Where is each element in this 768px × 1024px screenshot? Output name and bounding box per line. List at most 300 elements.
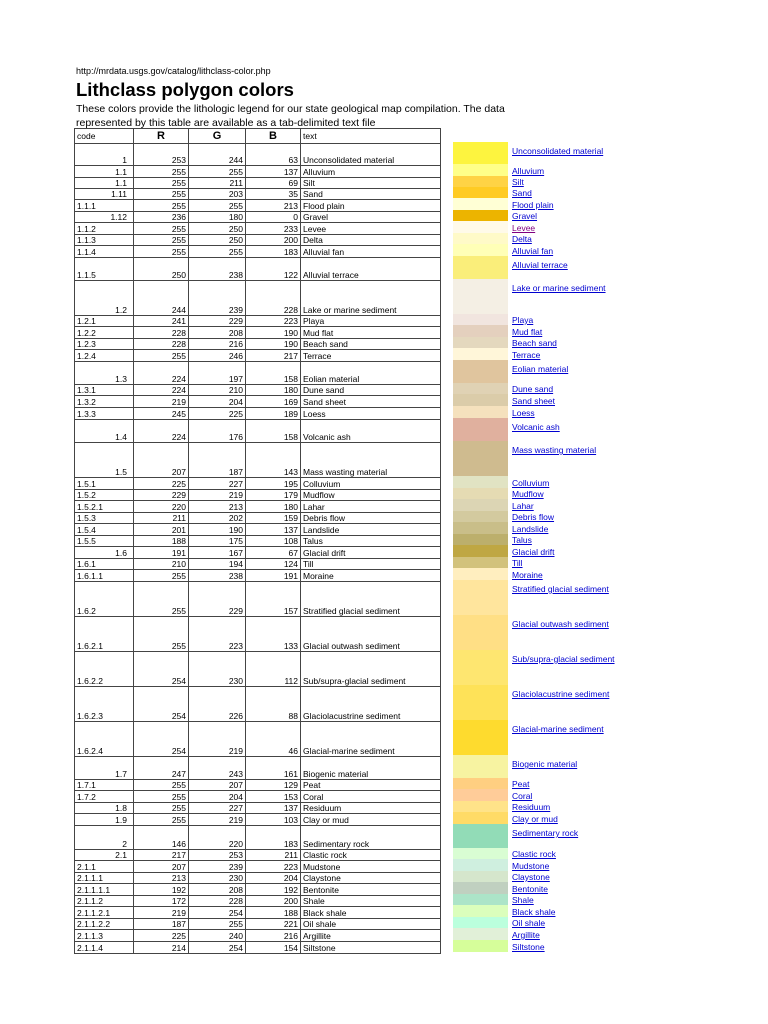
row-b-value: 157 — [246, 582, 301, 617]
row-text: Clastic rock — [301, 850, 441, 861]
color-swatch — [453, 441, 508, 476]
row-g-value: 190 — [189, 524, 246, 536]
row-r-value: 191 — [134, 547, 189, 559]
class-link[interactable]: Unconsolidated material — [512, 146, 604, 156]
color-swatch — [453, 279, 508, 314]
row-g-value: 239 — [189, 281, 246, 316]
row-r-value: 255 — [134, 200, 189, 212]
class-link[interactable]: Flood plain — [512, 200, 554, 210]
class-link-cell — [512, 244, 642, 256]
row-code: 1.2.1 — [75, 316, 134, 327]
color-swatch — [453, 824, 508, 848]
row-r-value: 255 — [134, 617, 189, 652]
row-g-value: 204 — [189, 791, 246, 803]
row-r-value: 236 — [134, 212, 189, 223]
class-link[interactable]: Glacial drift — [512, 547, 555, 557]
row-g-value: 255 — [189, 246, 246, 258]
row-g-value: 219 — [189, 490, 246, 501]
row-b-value: 195 — [246, 478, 301, 490]
row-code: 1.9 — [75, 814, 134, 826]
row-text: Terrace — [301, 350, 441, 362]
table-row — [75, 919, 441, 930]
class-link[interactable]: Mud flat — [512, 327, 543, 337]
class-link[interactable]: Landslide — [512, 524, 549, 534]
class-link[interactable]: Moraine — [512, 570, 543, 580]
row-code: 1.1 — [75, 178, 134, 189]
row-text: Gravel — [301, 212, 441, 223]
row-code: 1.7.1 — [75, 780, 134, 791]
class-link[interactable]: Levee — [512, 223, 536, 233]
class-link[interactable]: Black shale — [512, 907, 556, 917]
row-code: 1.6.2.3 — [75, 687, 134, 722]
class-link-cell — [512, 940, 642, 952]
row-b-value: 63 — [246, 144, 301, 166]
color-swatch — [453, 314, 508, 325]
row-text: Peat — [301, 780, 441, 791]
table-row — [75, 385, 441, 396]
row-r-value: 255 — [134, 803, 189, 814]
row-g-value: 208 — [189, 884, 246, 896]
row-b-value: 153 — [246, 791, 301, 803]
class-link[interactable]: Dune sand — [512, 384, 554, 394]
class-link[interactable]: Delta — [512, 234, 532, 244]
row-text: Dune sand — [301, 385, 441, 396]
row-b-value: 88 — [246, 687, 301, 722]
row-g-value: 175 — [189, 536, 246, 547]
row-text: Alluvial fan — [301, 246, 441, 258]
class-link[interactable]: Shale — [512, 895, 534, 905]
row-g-value: 226 — [189, 687, 246, 722]
row-code: 2.1.1 — [75, 861, 134, 873]
row-b-value: 217 — [246, 350, 301, 362]
row-code: 1.3.2 — [75, 396, 134, 408]
row-code: 1.1.4 — [75, 246, 134, 258]
row-code: 1.6.1.1 — [75, 570, 134, 582]
table-row — [75, 722, 441, 757]
class-link[interactable]: Glaciolacustrine sediment — [512, 689, 610, 699]
class-link-column — [512, 142, 642, 952]
class-link-cell — [512, 755, 642, 778]
class-link[interactable]: Coral — [512, 791, 533, 801]
class-link[interactable]: Mudflow — [512, 489, 544, 499]
class-link[interactable]: Lahar — [512, 501, 534, 511]
row-b-value: 67 — [246, 547, 301, 559]
row-g-value: 253 — [189, 850, 246, 861]
class-link-cell — [512, 534, 642, 545]
color-swatch — [453, 940, 508, 952]
row-r-value: 207 — [134, 861, 189, 873]
row-code: 1.6.2.2 — [75, 652, 134, 687]
row-r-value: 247 — [134, 757, 189, 780]
class-link[interactable]: Talus — [512, 535, 532, 545]
class-link[interactable]: Oil shale — [512, 918, 546, 928]
row-text: Clay or mud — [301, 814, 441, 826]
class-link-cell — [512, 279, 642, 314]
class-link[interactable]: Glacial outwash sediment — [512, 619, 609, 629]
row-r-value: 228 — [134, 339, 189, 350]
color-swatch — [453, 337, 508, 348]
class-link-cell — [512, 917, 642, 928]
class-link-cell — [512, 360, 642, 383]
color-swatch — [453, 325, 508, 337]
row-g-value: 246 — [189, 350, 246, 362]
column-header-text: text — [301, 129, 441, 144]
row-r-value: 255 — [134, 246, 189, 258]
row-g-value: 187 — [189, 443, 246, 478]
row-b-value: 143 — [246, 443, 301, 478]
row-text: Playa — [301, 316, 441, 327]
row-r-value: 245 — [134, 408, 189, 420]
row-text: Siltstone — [301, 942, 441, 954]
class-link-cell — [512, 580, 642, 615]
class-link[interactable]: Till — [512, 558, 523, 568]
row-r-value: 201 — [134, 524, 189, 536]
class-link[interactable]: Alluvium — [512, 166, 545, 176]
row-code: 2.1.1.1.1 — [75, 884, 134, 896]
color-swatch — [453, 176, 508, 187]
table-row — [75, 223, 441, 235]
table-row — [75, 559, 441, 570]
class-link-cell — [512, 406, 642, 418]
class-link-cell — [512, 557, 642, 568]
table-row — [75, 513, 441, 524]
table-row — [75, 814, 441, 826]
row-g-value: 203 — [189, 189, 246, 200]
row-b-value: 200 — [246, 896, 301, 907]
row-b-value: 223 — [246, 316, 301, 327]
table-row — [75, 582, 441, 617]
row-text: Residuum — [301, 803, 441, 814]
row-g-value: 255 — [189, 200, 246, 212]
row-code: 1.5.2.1 — [75, 501, 134, 513]
table-row — [75, 235, 441, 246]
row-b-value: 192 — [246, 884, 301, 896]
class-link[interactable]: Mudstone — [512, 861, 550, 871]
class-link[interactable]: Mass wasting material — [512, 445, 597, 455]
class-link[interactable]: Biogenic material — [512, 759, 578, 769]
color-swatch — [453, 789, 508, 801]
color-swatch — [453, 233, 508, 244]
row-r-value: 254 — [134, 652, 189, 687]
color-swatch — [453, 557, 508, 568]
row-r-value: 224 — [134, 420, 189, 443]
class-link-cell — [512, 801, 642, 812]
class-link[interactable]: Lake or marine sediment — [512, 283, 606, 293]
row-b-value: 124 — [246, 559, 301, 570]
class-link[interactable]: Sedimentary rock — [512, 828, 579, 838]
row-r-value: 228 — [134, 327, 189, 339]
row-g-value: 254 — [189, 907, 246, 919]
row-g-value: 238 — [189, 570, 246, 582]
table-row — [75, 873, 441, 884]
row-b-value: 183 — [246, 246, 301, 258]
row-g-value: 219 — [189, 814, 246, 826]
row-text: Talus — [301, 536, 441, 547]
color-swatch — [453, 720, 508, 755]
row-r-value: 217 — [134, 850, 189, 861]
row-g-value: 167 — [189, 547, 246, 559]
class-link[interactable]: Eolian material — [512, 364, 569, 374]
table-body — [75, 144, 441, 954]
class-link-cell — [512, 824, 642, 848]
table-row — [75, 420, 441, 443]
class-link[interactable]: Loess — [512, 408, 535, 418]
table-row — [75, 200, 441, 212]
class-link-cell — [512, 441, 642, 476]
color-swatch — [453, 859, 508, 871]
color-table — [74, 128, 441, 954]
color-swatch — [453, 650, 508, 685]
column-header-g: G — [189, 129, 246, 144]
row-r-value: 224 — [134, 362, 189, 385]
class-link-cell — [512, 256, 642, 279]
class-link-cell — [512, 221, 642, 233]
class-link[interactable]: Alluvial terrace — [512, 260, 568, 270]
color-swatch — [453, 534, 508, 545]
row-b-value: 158 — [246, 362, 301, 385]
color-swatch — [453, 360, 508, 383]
color-swatch — [453, 511, 508, 522]
row-b-value: 137 — [246, 166, 301, 178]
table-row — [75, 396, 441, 408]
row-code: 2 — [75, 826, 134, 850]
row-code: 1.2 — [75, 281, 134, 316]
class-link[interactable]: Clay or mud — [512, 814, 558, 824]
table-row — [75, 930, 441, 942]
class-link-cell — [512, 164, 642, 176]
class-link-cell — [512, 871, 642, 882]
table-row — [75, 687, 441, 722]
row-r-value: 187 — [134, 919, 189, 930]
row-g-value: 219 — [189, 722, 246, 757]
class-link-cell — [512, 522, 642, 534]
class-link-cell — [512, 615, 642, 650]
table-row — [75, 166, 441, 178]
row-r-value: 172 — [134, 896, 189, 907]
row-text: Glaciolacustrine sediment — [301, 687, 441, 722]
row-r-value: 213 — [134, 873, 189, 884]
row-r-value: 255 — [134, 223, 189, 235]
class-link[interactable]: Colluvium — [512, 478, 550, 488]
color-swatch — [453, 778, 508, 789]
table-row — [75, 501, 441, 513]
class-link[interactable]: Residuum — [512, 802, 551, 812]
row-g-value: 208 — [189, 327, 246, 339]
table-row — [75, 652, 441, 687]
class-link-cell — [512, 198, 642, 210]
row-b-value: 221 — [246, 919, 301, 930]
class-link[interactable]: Clastic rock — [512, 849, 556, 859]
row-r-value: 207 — [134, 443, 189, 478]
class-link[interactable]: Peat — [512, 779, 530, 789]
row-r-value: 250 — [134, 258, 189, 281]
class-link-cell — [512, 394, 642, 406]
row-text: Alluvium — [301, 166, 441, 178]
row-text: Sand sheet — [301, 396, 441, 408]
row-text: Oil shale — [301, 919, 441, 930]
table-row — [75, 443, 441, 478]
class-link[interactable]: Gravel — [512, 211, 538, 221]
row-text: Alluvial terrace — [301, 258, 441, 281]
color-swatch — [453, 476, 508, 488]
row-b-value: 133 — [246, 617, 301, 652]
row-code: 1.11 — [75, 189, 134, 200]
row-text: Sedimentary rock — [301, 826, 441, 850]
class-link-cell — [512, 233, 642, 244]
row-b-value: 112 — [246, 652, 301, 687]
row-b-value: 216 — [246, 930, 301, 942]
row-code: 2.1.1.4 — [75, 942, 134, 954]
class-link[interactable]: Sand — [512, 188, 532, 198]
class-link[interactable]: Stratified glacial sediment — [512, 584, 609, 594]
color-swatch — [453, 871, 508, 882]
class-link[interactable]: Silt — [512, 177, 524, 187]
row-code: 1.6.2 — [75, 582, 134, 617]
table-row — [75, 570, 441, 582]
class-link-cell — [512, 383, 642, 394]
row-b-value: 108 — [246, 536, 301, 547]
class-link-cell — [512, 568, 642, 580]
class-link-cell — [512, 650, 642, 685]
row-b-value: 161 — [246, 757, 301, 780]
row-g-value: 194 — [189, 559, 246, 570]
row-r-value: 255 — [134, 178, 189, 189]
class-link[interactable]: Sub/supra-glacial sediment — [512, 654, 615, 664]
row-code: 1.6 — [75, 547, 134, 559]
row-b-value: 189 — [246, 408, 301, 420]
class-link-cell — [512, 511, 642, 522]
row-r-value: 188 — [134, 536, 189, 547]
row-g-value: 223 — [189, 617, 246, 652]
color-swatch — [453, 848, 508, 859]
table-row — [75, 617, 441, 652]
class-link-cell — [512, 210, 642, 221]
row-r-value: 255 — [134, 791, 189, 803]
class-link[interactable]: Beach sand — [512, 338, 557, 348]
class-link[interactable]: Volcanic ash — [512, 422, 560, 432]
color-swatch — [453, 882, 508, 894]
row-text: Eolian material — [301, 362, 441, 385]
row-g-value: 180 — [189, 212, 246, 223]
row-text: Mud flat — [301, 327, 441, 339]
table-row — [75, 408, 441, 420]
color-swatch — [453, 580, 508, 615]
row-code: 1.5.2 — [75, 490, 134, 501]
table-row — [75, 339, 441, 350]
row-g-value: 220 — [189, 826, 246, 850]
row-text: Black shale — [301, 907, 441, 919]
color-swatch — [453, 801, 508, 812]
class-link-cell — [512, 476, 642, 488]
class-link-cell — [512, 905, 642, 917]
column-header-code: code — [75, 129, 134, 144]
row-text: Moraine — [301, 570, 441, 582]
table-row — [75, 327, 441, 339]
row-b-value: 158 — [246, 420, 301, 443]
row-code: 1.7 — [75, 757, 134, 780]
row-g-value: 250 — [189, 223, 246, 235]
class-link[interactable]: Siltstone — [512, 942, 545, 952]
class-link[interactable]: Bentonite — [512, 884, 548, 894]
row-g-value: 240 — [189, 930, 246, 942]
row-text: Flood plain — [301, 200, 441, 212]
class-link-cell — [512, 337, 642, 348]
row-text: Argillite — [301, 930, 441, 942]
row-r-value: 220 — [134, 501, 189, 513]
row-g-value: 228 — [189, 896, 246, 907]
row-g-value: 227 — [189, 478, 246, 490]
row-code: 1.6.2.1 — [75, 617, 134, 652]
class-link-cell — [512, 499, 642, 511]
row-b-value: 137 — [246, 803, 301, 814]
row-code: 1.3.3 — [75, 408, 134, 420]
row-r-value: 225 — [134, 930, 189, 942]
row-text: Coral — [301, 791, 441, 803]
row-g-value: 204 — [189, 396, 246, 408]
row-b-value: 180 — [246, 385, 301, 396]
row-g-value: 230 — [189, 873, 246, 884]
class-link-cell — [512, 545, 642, 557]
table-row — [75, 178, 441, 189]
row-g-value: 213 — [189, 501, 246, 513]
row-b-value: 35 — [246, 189, 301, 200]
row-text: Biogenic material — [301, 757, 441, 780]
row-g-value: 243 — [189, 757, 246, 780]
table-row — [75, 757, 441, 780]
class-link[interactable]: Debris flow — [512, 512, 555, 522]
row-g-value: 229 — [189, 316, 246, 327]
class-link-cell — [512, 720, 642, 755]
table-row — [75, 791, 441, 803]
row-r-value: 255 — [134, 570, 189, 582]
row-r-value: 210 — [134, 559, 189, 570]
row-g-value: 210 — [189, 385, 246, 396]
row-b-value: 46 — [246, 722, 301, 757]
row-code: 1.5.5 — [75, 536, 134, 547]
row-b-value: 154 — [246, 942, 301, 954]
class-link[interactable]: Argillite — [512, 930, 540, 940]
table-row — [75, 861, 441, 873]
row-r-value: 244 — [134, 281, 189, 316]
class-link-cell — [512, 488, 642, 499]
class-link[interactable]: Sand sheet — [512, 396, 556, 406]
table-row — [75, 362, 441, 385]
row-g-value: 225 — [189, 408, 246, 420]
row-r-value: 219 — [134, 907, 189, 919]
class-link[interactable]: Alluvial fan — [512, 246, 554, 256]
row-code: 1.2.2 — [75, 327, 134, 339]
row-g-value: 254 — [189, 942, 246, 954]
class-link[interactable]: Playa — [512, 315, 534, 325]
class-link[interactable]: Terrace — [512, 350, 541, 360]
row-r-value: 255 — [134, 582, 189, 617]
color-swatch-column — [453, 142, 508, 952]
row-text: Debris flow — [301, 513, 441, 524]
row-code: 1.4 — [75, 420, 134, 443]
row-b-value: 0 — [246, 212, 301, 223]
table-row — [75, 246, 441, 258]
row-text: Unconsolidated material — [301, 144, 441, 166]
class-link[interactable]: Claystone — [512, 872, 550, 882]
row-text: Mudstone — [301, 861, 441, 873]
class-link[interactable]: Glacial-marine sediment — [512, 724, 604, 734]
class-link-cell — [512, 778, 642, 789]
row-code: 2.1.1.2 — [75, 896, 134, 907]
row-g-value: 176 — [189, 420, 246, 443]
row-text: Colluvium — [301, 478, 441, 490]
table-row — [75, 803, 441, 814]
column-header-r: R — [134, 129, 189, 144]
